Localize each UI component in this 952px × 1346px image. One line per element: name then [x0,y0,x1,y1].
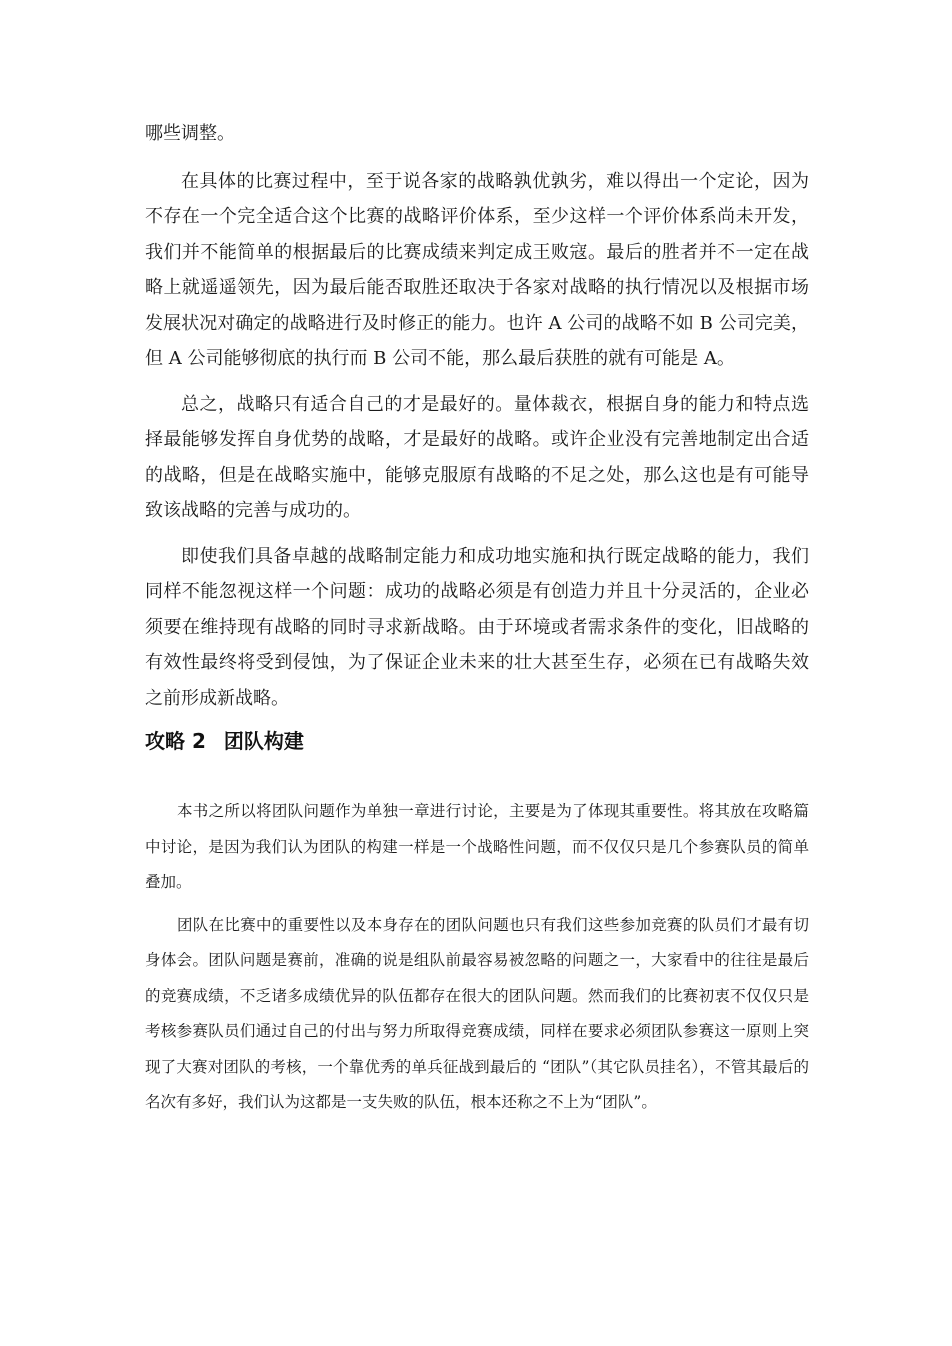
strategy-fit-paragraph: 总之，战略只有适合自己的才是最好的。量体裁衣，根据自身的能力和特点选择最能够发挥自身优势的战略，才是最好的战略。或许企业没有完善地制定出合适的战略，但是在战略实施中，能够克服原有战略的不足之处，那么这也是有可能导致该战略的完善与成功的。 [145,393,809,521]
strategy-innovation-paragraph: 即使我们具备卓越的战略制定能力和成功地实施和执行既定战略的能力，我们同样不能忽视这样一个问题：成功的战略必须是有创造力并且十分灵活的，企业必须要在维持现有战略的同时寻求新战略。由于环境或者需求条件的变化，旧战略的有效性最终将受到侵蚀，为了保证企业未来的壮大甚至生存，必须在已有战略失效之前形成新战略。 [145,545,809,709]
section-spacer [145,756,809,794]
continued-paragraph: 哪些调整。 [145,123,235,144]
team-intro-paragraph: 本书之所以将团队问题作为单独一章进行讨论，主要是为了体现其重要性。将其放在攻略篇中讨论，是因为我们认为团队的构建一样是一个战略性问题，而不仅仅只是几个参赛队员的简单叠加。 [145,802,809,891]
section-title: 团队构建 [223,729,304,753]
section-heading [145,726,809,756]
strategy-evaluation-paragraph: 在具体的比赛过程中，至于说各家的战略孰优孰劣，难以得出一个定论，因为不存在一个完全适合这个比赛的战略评价体系，至少这样一个评价体系尚未开发，我们并不能简单的根据最后的比赛成绩来判定成王败寇。最后的胜者并不一定在战略上就遥遥领先，因为最后能否取胜还取决于各家对战略的执行情况以及根据市场发展状况对确定的战略进行及时修正的能力。也许 A 公司的战略不如 B 公司完美，但 A 公司能够彻底的执行而 B 公司不能，那么最后获胜的就有可能是 A。 [145,170,809,369]
document-page [145,116,809,1128]
section-number: 攻略 2 [145,729,206,753]
team-importance-paragraph: 团队在比赛中的重要性以及本身存在的团队问题也只有我们这些参加竞赛的队员们才最有切身体会。团队问题是赛前，准确的说是组队前最容易被忽略的问题之一，大家看中的往往是最后的竞赛成绩，不乏诸多成绩优异的队伍都存在很大的团队问题。然而我们的比赛初衷不仅仅只是考核参赛队员们通过自己的付出与努力所取得竞赛成绩，同样在要求必须团队参赛这一原则上突现了大赛对团队的考核，一个靠优秀的单兵征战到最后的 “团队”（其它队员挂名），不管其最后的名次有多好，我们认为这都是一支失败的队伍，根本还称之不上为“团队”。 [145,915,809,1111]
